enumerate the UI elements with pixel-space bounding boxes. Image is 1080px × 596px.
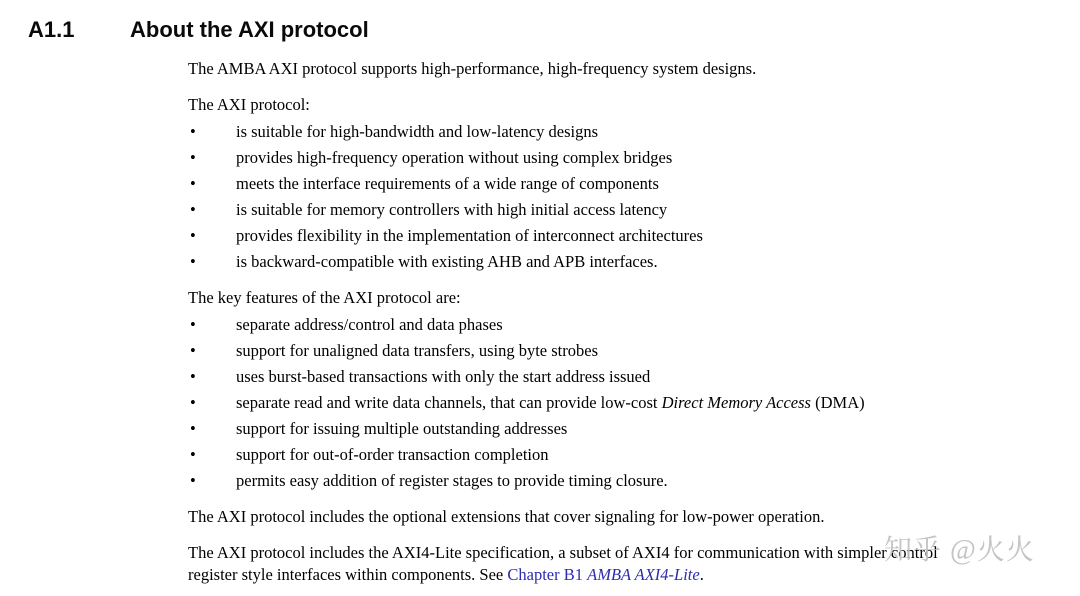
list-item-text: provides flexibility in the implementation of interconnect architectures bbox=[236, 226, 703, 245]
list-item bbox=[188, 249, 1016, 275]
chapter-b1-link[interactable] bbox=[507, 565, 699, 584]
list-item-text: separate read and write data channels, that can provide low-cost bbox=[236, 393, 662, 412]
section-body bbox=[188, 58, 1016, 586]
list-item bbox=[188, 338, 1016, 364]
chapter-link-text[interactable]: Chapter B1 bbox=[507, 565, 588, 584]
dma-italic-text: Direct Memory Access bbox=[661, 393, 811, 412]
list-item-text: permits easy addition of register stages to provide timing closure. bbox=[236, 471, 668, 490]
axi4-lite-line1: The AXI protocol includes the AXI4-Lite specification, a subset of AXI4 for communication with simpler control bbox=[188, 543, 938, 562]
low-power-paragraph: The AXI protocol includes the optional extensions that cover signaling for low-power operation. bbox=[188, 507, 825, 526]
intro-paragraph: The AMBA AXI protocol supports high-performance, high-frequency system designs. bbox=[188, 59, 757, 78]
list-item bbox=[188, 468, 1016, 494]
sentence-period: . bbox=[699, 565, 704, 584]
axi4-lite-line2-pre: register style interfaces within components. See bbox=[188, 565, 508, 584]
list-item-text: separate address/control and data phases bbox=[236, 315, 503, 334]
features-list-lead: The key features of the AXI protocol are: bbox=[188, 288, 461, 307]
list-item-text: meets the interface requirements of a wide range of components bbox=[236, 174, 659, 193]
axi-bullet-list bbox=[188, 119, 1016, 275]
list-item bbox=[188, 171, 1016, 197]
list-item-text: support for issuing multiple outstanding addresses bbox=[236, 419, 568, 438]
section-number: A1.1 bbox=[28, 17, 75, 42]
list-item bbox=[188, 223, 1016, 249]
axi-list-lead: The AXI protocol: bbox=[188, 95, 310, 114]
section-title: About the AXI protocol bbox=[130, 17, 369, 42]
list-item-text: is suitable for memory controllers with high initial access latency bbox=[236, 200, 668, 219]
list-item bbox=[188, 390, 1016, 416]
zhihu-watermark: 知乎 @火火 bbox=[884, 535, 1035, 566]
list-item-text: support for unaligned data transfers, using byte strobes bbox=[236, 341, 599, 360]
list-item bbox=[188, 119, 1016, 145]
list-item-text: provides high-frequency operation without using complex bridges bbox=[236, 148, 673, 167]
features-bullet-list bbox=[188, 312, 1016, 494]
list-item-text: (DMA) bbox=[810, 393, 865, 412]
list-item bbox=[188, 416, 1016, 442]
chapter-link-italic-text[interactable]: AMBA AXI4-Lite bbox=[587, 565, 700, 584]
list-item bbox=[188, 312, 1016, 338]
list-item-text: support for out-of-order transaction completion bbox=[236, 445, 549, 464]
section-heading bbox=[28, 16, 1080, 44]
list-item bbox=[188, 197, 1016, 223]
list-item-text: is suitable for high-bandwidth and low-latency designs bbox=[236, 122, 599, 141]
list-item-text: uses burst-based transactions with only the start address issued bbox=[236, 367, 651, 386]
list-item bbox=[188, 145, 1016, 171]
axi4-lite-paragraph bbox=[188, 542, 1016, 586]
list-item bbox=[188, 364, 1016, 390]
list-item-text: is backward-compatible with existing AHB and APB interfaces. bbox=[236, 252, 658, 271]
list-item bbox=[188, 442, 1016, 468]
